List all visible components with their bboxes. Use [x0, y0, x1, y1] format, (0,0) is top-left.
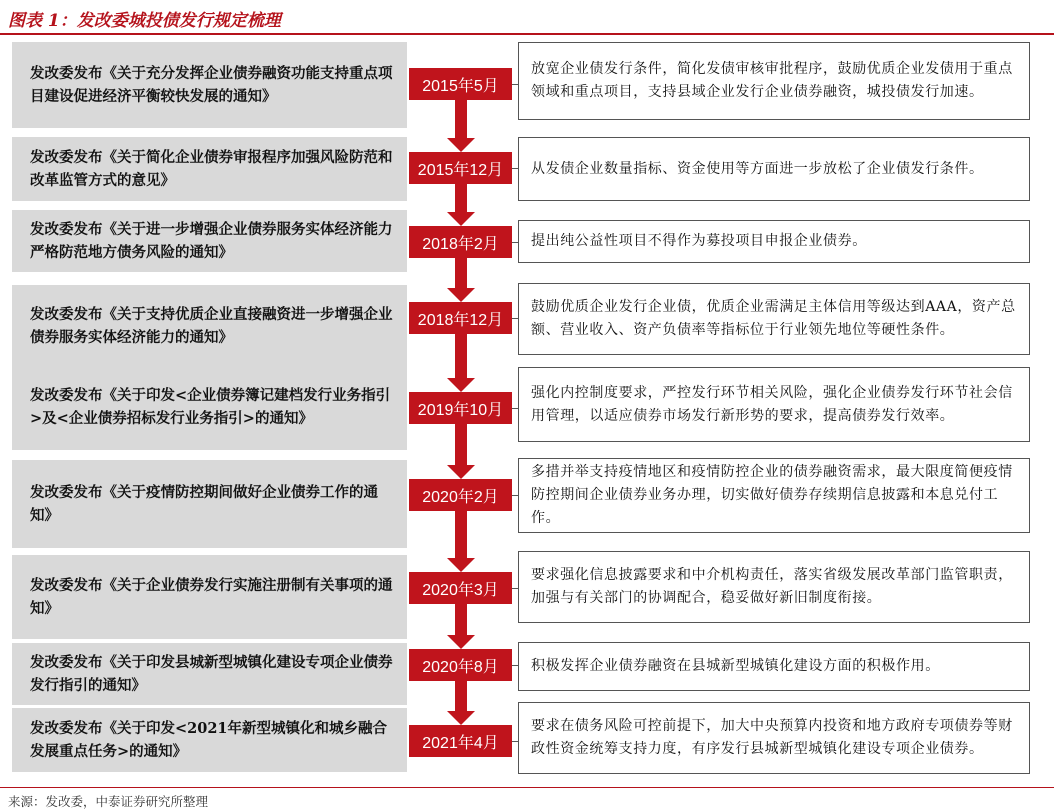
date-label: 2015年12月: [409, 152, 512, 184]
policy-summary-box: 鼓励优质企业发行企业债，优质企业需满足主体信用等级达到AAA，资产总额、营业收入、资产负债率等指标位于行业领先地位等硬性条件。: [518, 283, 1030, 355]
policy-document-box: 发改委发布《关于印发县城新型城镇化建设专项企业债券发行指引的通知》: [12, 643, 407, 705]
connector-line: [512, 242, 518, 243]
date-label: 2020年8月: [409, 649, 512, 681]
policy-document-box: 发改委发布《关于简化企业债券审报程序加强风险防范和改革监管方式的意见》: [12, 137, 407, 201]
policy-summary-box: 从发债企业数量指标、资金使用等方面进一步放松了企业债发行条件。: [518, 137, 1030, 201]
policy-document-box: 发改委发布《关于支持优质企业直接融资进一步增强企业债券服务实体经济能力的通知》: [12, 285, 407, 367]
policy-document-box: 发改委发布《关于充分发挥企业债券融资功能支持重点项目建设促进经济平衡较快发展的通知》: [12, 42, 407, 128]
policy-document-box: 发改委发布《关于印发<企业债券簿记建档发行业务指引>及<企业债券招标发行业务指引>的通知》: [12, 364, 407, 450]
policy-document-box: 发改委发布《关于企业债券发行实施注册制有关事项的通知》: [12, 555, 407, 639]
date-label: 2021年4月: [409, 725, 512, 757]
connector-line: [512, 495, 518, 496]
policy-summary-box: 提出纯公益性项目不得作为募投项目申报企业债券。: [518, 220, 1030, 263]
policy-document-box: 发改委发布《关于进一步增强企业债券服务实体经济能力严格防范地方债务风险的通知》: [12, 210, 407, 272]
policy-document-box: 发改委发布《关于疫情防控期间做好企业债券工作的通知》: [12, 460, 407, 548]
connector-line: [512, 665, 518, 666]
title-rule: [0, 33, 1054, 35]
policy-summary-box: 要求强化信息披露要求和中介机构责任，落实省级发展改革部门监管职责，加强与有关部门的协调配合，稳妥做好新旧制度衔接。: [518, 551, 1030, 623]
connector-line: [512, 588, 518, 589]
policy-summary-box: 多措并举支持疫情地区和疫情防控企业的债券融资需求，最大限度简便疫情防控期间企业债券业务办理，切实做好债券存续期信息披露和本息兑付工作。: [518, 458, 1030, 533]
policy-summary-box: 要求在债务风险可控前提下，加大中央预算内投资和地方政府专项债券等财政性资金统筹支持力度，有序发行县城新型城镇化建设专项企业债券。: [518, 702, 1030, 774]
date-label: 2020年3月: [409, 572, 512, 604]
connector-line: [512, 318, 518, 319]
source-rule: [0, 787, 1054, 788]
policy-summary-box: 强化内控制度要求，严控发行环节相关风险，强化企业债券发行环节社会信用管理，以适应债券市场发行新形势的要求，提高债券发行效率。: [518, 367, 1030, 442]
connector-line: [512, 741, 518, 742]
policy-summary-box: 积极发挥企业债券融资在县城新型城镇化建设方面的积极作用。: [518, 642, 1030, 691]
policy-document-box: 发改委发布《关于印发<2021年新型城镇化和城乡融合发展重点任务>的通知》: [12, 708, 407, 772]
source-note: 来源：发改委，中泰证券研究所整理: [8, 794, 209, 809]
figure-title: 图表 1：发改委城投债发行规定梳理: [8, 11, 281, 31]
date-label: 2018年2月: [409, 226, 512, 258]
date-label: 2019年10月: [409, 392, 512, 424]
connector-line: [512, 84, 518, 85]
date-label: 2020年2月: [409, 479, 512, 511]
policy-summary-box: 放宽企业债发行条件，简化发债审核审批程序，鼓励优质企业发债用于重点领域和重点项目，支持县域企业发行企业债券融资，城投债发行加速。: [518, 42, 1030, 120]
date-label: 2015年5月: [409, 68, 512, 100]
connector-line: [512, 408, 518, 409]
date-label: 2018年12月: [409, 302, 512, 334]
connector-line: [512, 168, 518, 169]
